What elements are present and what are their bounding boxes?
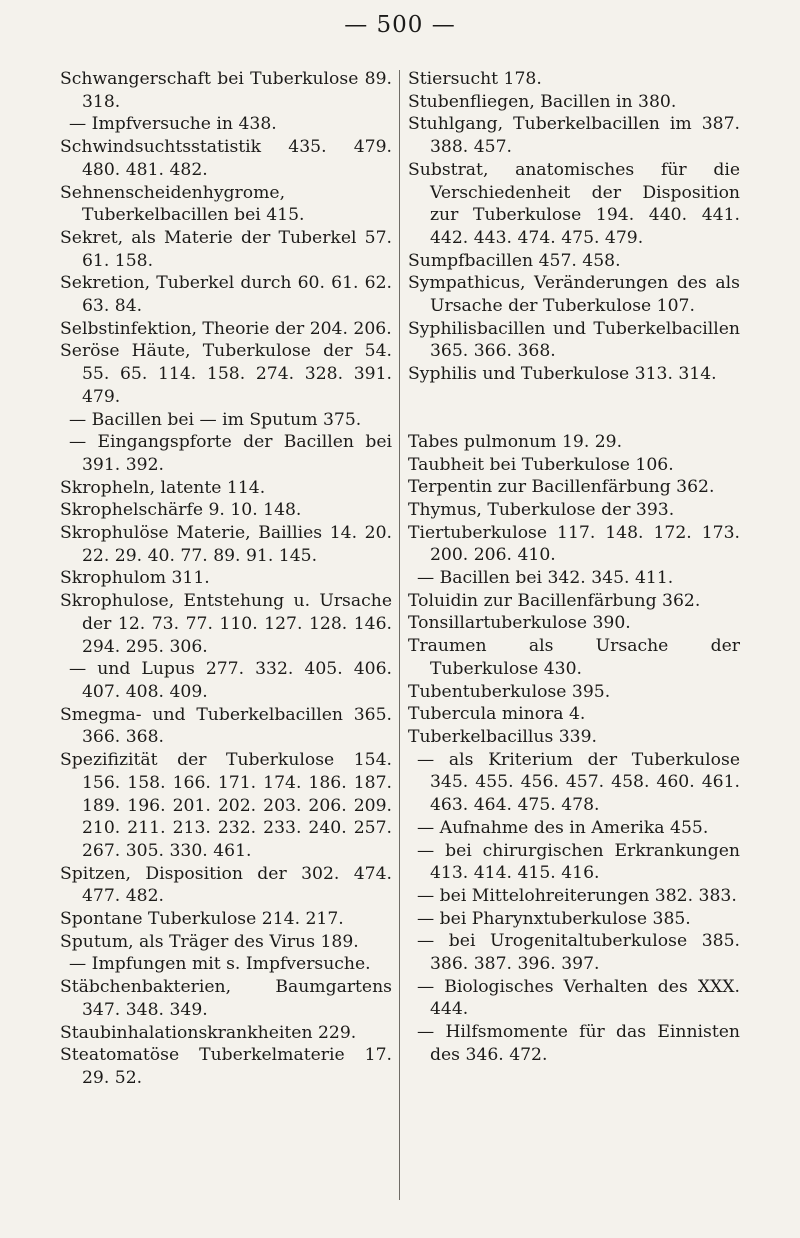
index-subentry: — als Kriterium der Tuberkulose 345. 455. 456. 457. 458. 460. 461. 463. 464. 475. 478.	[417, 749, 740, 816]
index-entry: Stuhlgang, Tuberkelbacillen im 387. 388. 457.	[408, 114, 740, 158]
index-entry: Tubentuberkulose 395.	[408, 681, 611, 702]
index-subentry: — Eingangspforte der Bacillen bei 391. 392.	[69, 432, 392, 475]
index-subentry: — Bacillen bei — im Sputum 375.	[69, 409, 362, 430]
index-entry: Tabes pulmonum 19. 29.	[408, 431, 623, 452]
index-entry: Terpentin zur Bacillenfärbung 362.	[408, 477, 715, 498]
index-entry: Skrophulom 311.	[60, 568, 210, 589]
index-entry: Sumpfbacillen 457. 458.	[408, 250, 621, 271]
index-entry: Spezifizität der Tuberkulose 154. 156. 158. 166. 171. 174. 186. 187. 189. 196. 201. 202. 203. 206. 209. 210. 211. 213. 232. 233. 240. 257. 267. 305. 330. 461.	[60, 750, 392, 861]
index-subentry: — Bacillen bei 342. 345. 411.	[417, 568, 674, 589]
index-entry: Steatomatöse Tuberkelmaterie 17. 29. 52.	[60, 1045, 392, 1088]
index-column-left	[60, 68, 392, 1090]
index-entry: Schwangerschaft bei Tuberkulose 89. 318.	[60, 69, 392, 112]
index-entry: Taubheit bei Tuberkulose 106.	[408, 454, 674, 475]
index-subentry: — Hilfsmomente für das Einnisten des 346. 472.	[417, 1022, 740, 1065]
index-entry: Toluidin zur Bacillenfärbung 362.	[408, 590, 701, 611]
index-subentry: — Impfversuche in 438.	[69, 114, 277, 135]
index-entry: Stäbchenbakterien, Baumgartens 347. 348. 349.	[60, 977, 392, 1020]
index-column-right	[408, 68, 740, 1067]
index-entry: Syphilis und Tuberkulose 313. 314.	[408, 364, 717, 385]
index-subentry: — bei chirurgischen Erkrankungen 413. 414. 415. 416.	[417, 840, 740, 884]
index-entry: Sekret, als Materie der Tuberkel 57. 61. 158.	[60, 227, 392, 271]
index-entry: Staubinhalationskrankheiten 229.	[60, 1022, 357, 1043]
index-entry: Traumen als Ursache der Tuberkulose 430.	[408, 636, 740, 679]
index-entry: Syphilisbacillen und Tuberkelbacillen 365. 366. 368.	[408, 318, 740, 362]
letter-section-gap	[408, 386, 740, 431]
index-subentry: — bei Mittelohreiterungen 382. 383.	[417, 885, 737, 906]
index-subentry: — Aufnahme des in Amerika 455.	[417, 817, 709, 838]
column-divider	[399, 70, 400, 1200]
index-entry: Spitzen, Disposition der 302. 474. 477. 482.	[60, 863, 392, 907]
index-entry: Skrophulöse Materie, Baillies 14. 20. 22. 29. 40. 77. 89. 91. 145.	[60, 523, 392, 566]
index-entry: Sekretion, Tuberkel durch 60. 61. 62. 63. 84.	[60, 273, 392, 317]
index-entry: Spontane Tuberkulose 214. 217.	[60, 909, 344, 930]
index-entry: Seröse Häute, Tuberkulose der 54. 55. 65. 114. 158. 274. 328. 391. 479.	[60, 341, 392, 407]
index-subentry: — bei Pharynxtuberkulose 385.	[417, 908, 691, 929]
index-entry: Stubenfliegen, Bacillen in 380.	[408, 91, 677, 112]
index-entry: Substrat, anatomisches für die Verschiedenheit der Disposition zur Tuberkulose 194. 440. 441. 442. 443. 474. 475. 479.	[408, 159, 740, 248]
index-entry: Skrophulose, Entstehung u. Ursache der 12. 73. 77. 110. 127. 128. 146. 294. 295. 306.	[60, 591, 392, 657]
index-entry: Stiersucht 178.	[408, 69, 542, 89]
index-subentry: — Impfungen mit s. Impfversuche.	[69, 954, 371, 975]
index-entry: Tiertuberkulose 117. 148. 172. 173. 200. 206. 410.	[408, 522, 740, 566]
index-subentry: — und Lupus 277. 332. 405. 406. 407. 408. 409.	[69, 659, 392, 702]
index-entry: Smegma- und Tuberkelbacillen 365. 366. 368.	[60, 704, 392, 748]
index-entry: Sehnenscheidenhygrome, Tuberkelbacillen bei 415.	[60, 182, 305, 226]
index-subentry: — bei Urogenitaltuberkulose 385. 386. 387. 396. 397.	[417, 931, 740, 975]
index-entry: Sympathicus, Veränderungen des als Ursache der Tuberkulose 107.	[408, 273, 740, 317]
index-entry: Thymus, Tuberkulose der 393.	[408, 499, 675, 520]
index-entry: Selbstinfektion, Theorie der 204. 206.	[60, 318, 392, 339]
index-entry: Tonsillartuberkulose 390.	[408, 613, 631, 634]
page-number: — 500 —	[344, 12, 456, 38]
index-entry: Schwindsuchtsstatistik 435. 479. 480. 481. 482.	[60, 137, 392, 180]
index-entry: Sputum, als Träger des Virus 189.	[60, 931, 359, 952]
index-entry: Skrophelschärfe 9. 10. 148.	[60, 500, 302, 521]
index-entry: Tuberkelbacillus 339.	[408, 726, 597, 747]
index-entry: Skropheln, latente 114.	[60, 477, 266, 498]
index-subentry: — Biologisches Verhalten des XXX. 444.	[417, 976, 740, 1020]
index-entry: Tubercula minora 4.	[408, 704, 586, 725]
